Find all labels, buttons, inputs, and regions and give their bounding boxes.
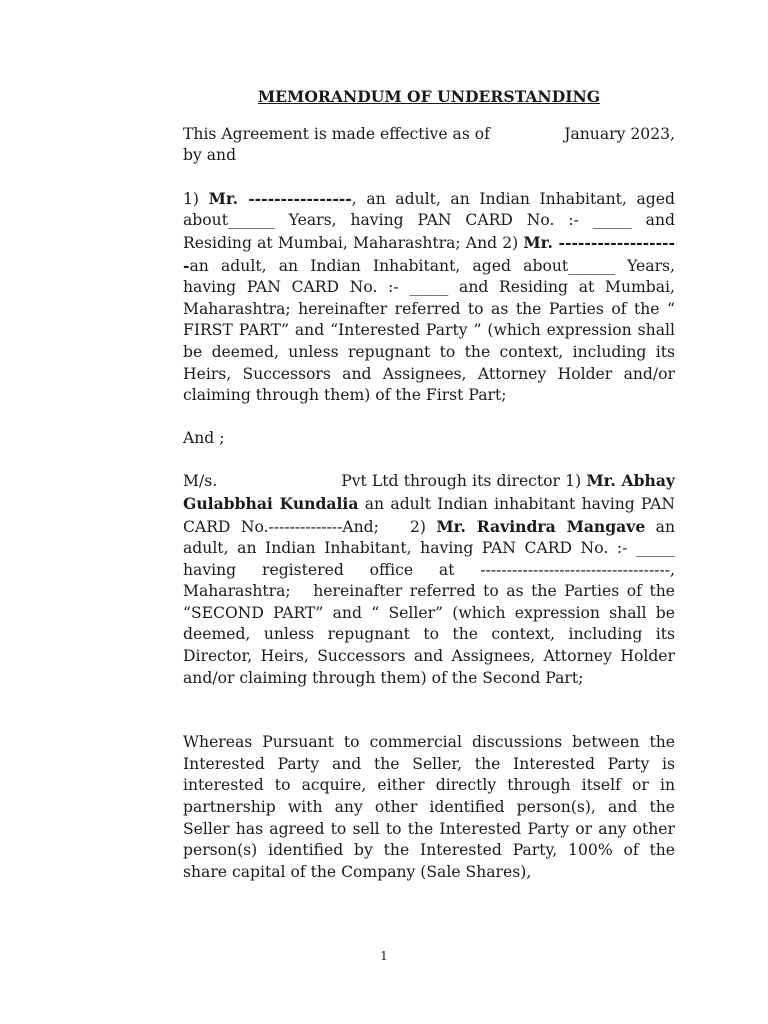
first-party-text-2: , an adult, an Indian Inhabitant, aged about______ Years, having PAN CARD No. :- _____ and Residing at Mumbai, Maharashtra; And 2) [183, 189, 675, 252]
first-party-name-2: Mr. ------------------- [183, 232, 675, 275]
second-party-text-2: an adult Indian inhabitant having PAN CARD No.--------------And; 2) [183, 494, 680, 536]
and-paragraph: And ; [183, 428, 225, 447]
first-party-text-1: 1) [183, 189, 209, 208]
first-party-paragraph [183, 188, 675, 407]
page-number: 1 [380, 949, 388, 963]
document-body [183, 86, 681, 904]
whereas-paragraph: Whereas Pursuant to commercial discussions between the Interested Party and the Seller, the Interested Party is interested to acquire, either directly through itself or in partnership with any other identified person(s), and the Seller has agreed to sell to the Interested Party or any other person(s) identified by the Interested Party, 100% of the share capital of the Company (Sale Shares), [183, 733, 675, 881]
intro-date: January 2023, [564, 124, 675, 143]
intro-line [183, 124, 675, 146]
first-party-name-1: Mr. ---------------- [208, 188, 352, 208]
second-party-paragraph [183, 470, 681, 689]
second-party-name-1: Mr. Abhay Gulabbhai Kundalia [183, 471, 681, 513]
intro-paragraph [183, 124, 675, 167]
intro-continuation: by and [183, 146, 237, 165]
document-title: MEMORANDUM OF UNDERSTANDING [257, 87, 601, 106]
second-party-name-2: Mr. Ravindra Mangave [436, 516, 646, 536]
second-party-text-1: M/s. Pvt Ltd through its director 1) [183, 472, 587, 491]
second-party-text-3: an adult, an Indian Inhabitant, having PAN CARD No. :- _____ having registered office at ------------------------------------, Maharashtra; hereinafter referred to as the Parties of the “SECOND PART” and “ Seller” (which expression shall be deemed, unless repugnant to the context, including its Director, Heirs, Successors and Assignees, Attorney Holder and/or claiming through them) of the Second Part; [183, 517, 680, 687]
intro-text: This Agreement is made effective as of [183, 124, 490, 143]
first-party-text-3: an adult, an Indian Inhabitant, aged about______ Years, having PAN CARD No. :- _____ and Residing at Mumbai, Maharashtra; hereinafter referred to as the Parties of the “ FIRST PART” and “Interested Party ” (which expression shall be deemed, unless repugnant to the context, including its Heirs, Successors and Assignees, Attorney Holder and/or claiming through them) of the First Part; [183, 256, 675, 405]
